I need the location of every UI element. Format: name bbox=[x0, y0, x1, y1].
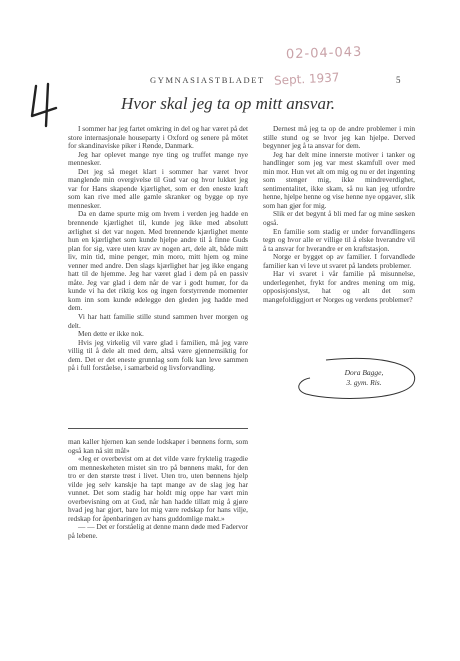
paragraph: Da en dame spurte mig om hvem i verden jeg hadde en brennende kjærlighet til, kunde jeg ikke med absolutt ærlighet si det var nogen. Med brennende kjærlighet mente hun en kjærlighet som kunde hjelpe andre til å finne Guds plan for sig, være uten krav av nogen art, dele alt, både mitt liv, min tid, mine penger, min moro, mitt hjem og mine venner med andre. Den slags kjærlighet har jeg ikke engang hatt til de hjemme. Jeg har været glad i dem på en passiv måte. Jeg var glad i dem når de var i godt humør, for da kunde vi ha det riktig kos og ingen forstyrrende momenter kom inn som kunde ødelegge den gleden jeg hadde med dem. bbox=[68, 209, 248, 313]
handwritten-mark-icon bbox=[26, 82, 66, 128]
paragraph: En familie som stadig er under forvandlingens tegn og hvor alle er villige til å elske hverandre vil å ta ansvar for hverandre er en kraftstasjon. bbox=[263, 226, 415, 253]
paragraph: Hvis jeg virkelig vil være glad i familien, må jeg være villig til å dele alt med dem, altså være gjennemsiktig for dem. Det er det eneste grunnlag som folk kan leve sammen på i full forståelse, i samarbeid og livsforvandling. bbox=[68, 337, 248, 373]
article-title: Hvor skal jeg ta op mitt ansvar. bbox=[121, 94, 335, 113]
signature bbox=[324, 368, 404, 388]
paragraph: man kaller hjernen kan sende lodskaper i bønnens form, som også kan nå sitt mål» bbox=[68, 437, 248, 455]
paragraph: Har vi svaret i vår familie på misunnelse, underlegenhet, frykt for andres mening om mig, opposisjonslyst, hat og alt det som mangefoldiggjort er Norges og verdens problemer? bbox=[263, 269, 415, 304]
paragraph: Men dette er ikke nok. bbox=[78, 329, 144, 339]
right-column bbox=[263, 125, 415, 304]
paragraph: Norge er bygget op av familier. I forvandlede familier kan vi leve ut svaret på landets problemer. bbox=[263, 252, 415, 270]
paragraph: — — Det er forståelig at denne mann døde med Fadervor på lebene. bbox=[68, 522, 248, 541]
paragraph: Jeg har delt mine innerste motiver i tanker og handlinger som jeg var mest skamfull over med min mor. Hun vet alt om mig og nu er det ingenting som stenger mig, ikke mindreverdighet, sentimentalitet, ikke skam, så nu kan jeg utfordre henne, hjelpe henne og vise henne nye opgaver, slik som han gjør for mig. bbox=[263, 149, 415, 210]
paragraph: I sommer har jeg fartet omkring in del og har været på det store internasjonale houseparty i Oxford og senere på mötet for skandinaviske piker i Rønde, Danmark. bbox=[68, 124, 248, 151]
signature-class: 3. gym. Ris. bbox=[346, 378, 382, 387]
paragraph: Vi har hatt familie stille stund sammen hver morgen og delt. bbox=[68, 312, 248, 330]
left-column bbox=[68, 125, 248, 373]
page-number: 5 bbox=[396, 75, 401, 85]
signature-name: Dora Bagge, bbox=[344, 368, 384, 377]
bottom-column bbox=[68, 438, 248, 541]
handwritten-archive-id: 02-04-043 bbox=[285, 44, 363, 63]
paragraph: Jeg har oplevet mange nye ting og truffet mange nye mennesker. bbox=[68, 149, 248, 168]
paragraph: Det jeg så meget klart i sommer har været hvor manglende min overgivelse til Gud var og hvor lukket jeg var for Hans skapende kjærlighet, som er den eneste kraft som kan rive med alle gamle skranker og bygge op nye mennesker. bbox=[68, 166, 248, 210]
running-header: GYMNASIASTBLADET bbox=[150, 75, 265, 85]
paragraph: Dernest må jeg ta op de andre problemer i min stille stund og se hvor jeg kan hjelpe. Derved begynner jeg å ta ansvar for dem. bbox=[263, 124, 415, 151]
divider-rule bbox=[68, 428, 248, 429]
paragraph: «Jeg er overbevist om at det vilde være fryktelig tragedie om menneskeheten mistet sin tro på bønnens makt, for den tro er den største trøst i livet. Uten tro, uten bønnens hjelp vilde jeg selv kanskje ha tapt mange av de slag jeg har vunnet. Det som stadig har holdt mig oppe har vært min overbevisning om at Gud, når han hadde tillatt mig å gjøre hvad jeg har gjort, bare lot mig være redskap for hans vilje, redskap for åpenbaringen av hans guddomlige makt.» bbox=[68, 454, 248, 523]
paragraph: Slik er det begynt å bli med far og mine søsken også. bbox=[263, 209, 415, 228]
handwritten-date-note: Sept. 1937 bbox=[273, 70, 340, 88]
